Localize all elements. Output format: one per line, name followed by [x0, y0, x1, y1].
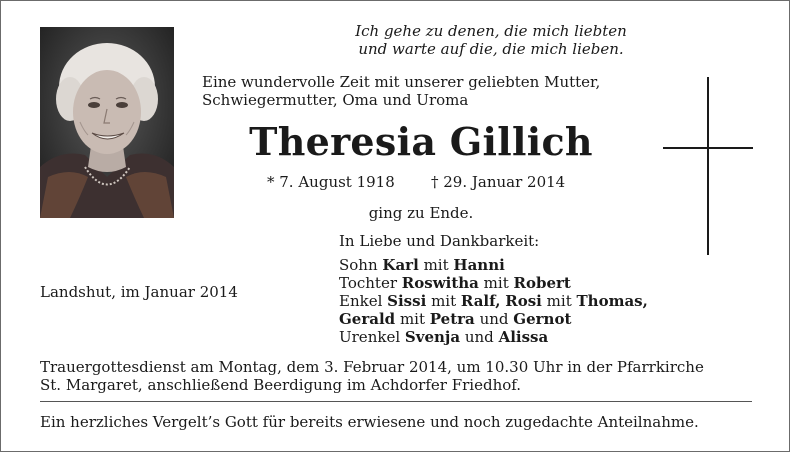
family-line-daughter — [339, 274, 648, 292]
connector: mit — [399, 310, 426, 328]
family-name: Ralf, — [460, 292, 501, 310]
memorial-poem — [341, 22, 641, 58]
connector: mit — [423, 256, 449, 274]
place-date: Landshut, im Januar 2014 — [40, 283, 238, 301]
divider — [40, 401, 752, 402]
relation-label: Enkel — [339, 292, 383, 310]
family-name: Svenja — [404, 328, 461, 346]
family-name: Gerald — [339, 310, 396, 328]
poem-line: und warte auf die, die mich lieben. — [358, 40, 624, 58]
relation-label: Tochter — [339, 274, 398, 292]
connector: und — [479, 310, 509, 328]
portrait-photo — [40, 27, 174, 218]
cross-icon-bar — [663, 147, 753, 149]
family-line-grandchildren — [339, 292, 648, 310]
family-name: Hanni — [453, 256, 505, 274]
family-line-grandchildren-cont — [339, 310, 648, 328]
intro-line: Schwiegermutter, Oma und Uroma — [202, 91, 469, 109]
family-name: Petra — [429, 310, 475, 328]
poem-line: Ich gehe zu denen, die mich liebten — [355, 22, 627, 40]
family-name: Alissa — [498, 328, 549, 346]
family-list — [339, 256, 648, 346]
connector: mit — [431, 292, 457, 310]
deceased-name: Theresia Gillich — [249, 119, 593, 164]
connector: mit — [546, 292, 572, 310]
thanks-heading: In Liebe und Dankbarkeit: — [339, 232, 540, 250]
relation-label: Sohn — [339, 256, 378, 274]
connector: und — [464, 328, 494, 346]
family-line-great-grandchildren — [339, 328, 648, 346]
intro-line: Eine wundervolle Zeit mit unserer geliebten Mutter, — [202, 73, 601, 91]
relation-label: Urenkel — [339, 328, 401, 346]
family-name: Rosi — [505, 292, 542, 310]
death-date: † 29. Januar 2014 — [431, 173, 566, 191]
service-line: Trauergottesdienst am Montag, dem 3. Februar 2014, um 10.30 Uhr in der Pfarrkirche — [40, 358, 704, 376]
cross-icon — [707, 77, 709, 255]
family-name: Karl — [382, 256, 419, 274]
connector: mit — [483, 274, 509, 292]
family-name: Roswitha — [401, 274, 479, 292]
family-name: Gernot — [513, 310, 572, 328]
family-name: Robert — [513, 274, 571, 292]
closing-text: Ein herzliches Vergelt’s Gott für bereits erwiesene und noch zugedachte Anteilnahme. — [40, 413, 699, 431]
intro-text — [202, 73, 662, 109]
family-name: Sissi — [387, 292, 427, 310]
birth-date: * 7. August 1918 — [267, 173, 395, 191]
portrait-image — [40, 27, 174, 218]
service-line: St. Margaret, anschließend Beerdigung im Achdorfer Friedhof. — [40, 376, 522, 394]
ending-text: ging zu Ende. — [368, 204, 474, 222]
family-name: Thomas, — [576, 292, 648, 310]
service-info — [40, 358, 752, 394]
family-line-son — [339, 256, 648, 274]
